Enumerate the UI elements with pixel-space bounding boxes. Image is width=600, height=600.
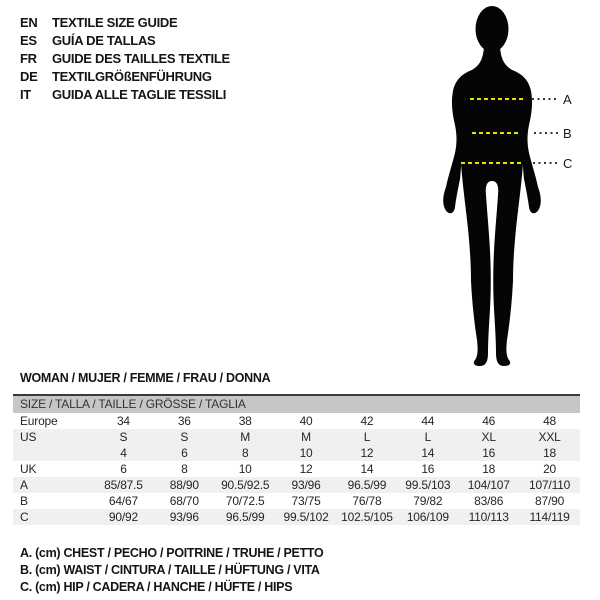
language-code: IT [20, 87, 31, 102]
size-cell: S [180, 430, 189, 444]
size-cell: 96.5/99 [225, 510, 265, 524]
row-label: US [20, 430, 37, 444]
measurement-legend [20, 545, 323, 596]
language-row [20, 68, 230, 86]
size-cell: 38 [238, 414, 252, 428]
row-label [13, 445, 93, 461]
gender-title: WOMAN / MUJER / FEMME / FRAU / DONNA [20, 371, 271, 385]
silhouette-head [476, 6, 509, 52]
language-row [20, 14, 230, 32]
size-cell: 73/75 [291, 494, 321, 508]
language-title: GUIDA ALLE TAGLIE TESSILI [52, 87, 227, 102]
language-title: GUIDE DES TAILLES TEXTILE [52, 51, 230, 66]
size-cell: 70/72.5 [225, 494, 265, 508]
size-cell: 36 [177, 414, 191, 428]
size-cell: M [301, 430, 311, 444]
size-cell: 10 [238, 462, 252, 476]
size-cell: L [363, 430, 371, 444]
silhouette-body [443, 47, 541, 366]
measure-label-c: C [563, 156, 573, 171]
size-table [13, 394, 580, 525]
size-cell: 6 [181, 446, 188, 460]
size-cell: 79/82 [413, 494, 443, 508]
size-cell: XL [481, 430, 496, 444]
size-cell: 34 [116, 414, 130, 428]
size-cell: 68/70 [169, 494, 199, 508]
size-cell: 104/107 [467, 478, 510, 492]
size-cell: 64/67 [108, 494, 138, 508]
size-cell: 6 [120, 462, 127, 476]
size-cell: 44 [421, 414, 435, 428]
size-cell: 83/86 [474, 494, 504, 508]
language-row [20, 32, 230, 50]
language-code: ES [20, 33, 37, 48]
table-row [13, 413, 580, 429]
table-row [13, 461, 580, 477]
size-cell: 93/96 [169, 510, 199, 524]
size-cell: 8 [241, 446, 249, 460]
size-cell: 46 [482, 414, 496, 428]
leader-dotted-lines [532, 99, 558, 163]
size-cell: 99.5/102 [283, 510, 329, 524]
size-cell: XXL [538, 430, 561, 444]
language-title: TEXTILE SIZE GUIDE [52, 15, 178, 30]
size-cell: 42 [360, 414, 374, 428]
size-cell: L [424, 430, 432, 444]
size-cell: 12 [360, 446, 374, 460]
legend-line: C. (cm) HIP / CADERA / HANCHE / HÜFTE / HIPS [20, 580, 293, 594]
language-title: TEXTILGRÖßENFÜHRUNG [52, 69, 212, 84]
size-cell: 48 [543, 414, 557, 428]
row-label: UK [20, 462, 37, 476]
woman-silhouette [425, 3, 580, 368]
size-cell: 88/90 [169, 478, 199, 492]
measure-label-a: A [563, 92, 572, 107]
size-cell: 76/78 [352, 494, 382, 508]
size-cell: 102.5/105 [341, 510, 393, 524]
language-code: FR [20, 51, 37, 66]
size-cell: 8 [181, 462, 188, 476]
language-code: DE [20, 69, 38, 84]
size-cell: 96.5/99 [347, 478, 387, 492]
size-table-body [13, 413, 580, 525]
size-cell: 14 [360, 462, 374, 476]
size-cell: 114/119 [529, 510, 570, 524]
row-label: B [20, 494, 28, 508]
legend-line: B. (cm) WAIST / CINTURA / TAILLE / HÜFTUNG / VITA [20, 563, 320, 577]
language-code: EN [20, 15, 38, 30]
row-label: Europe [20, 414, 58, 428]
table-row [13, 429, 580, 445]
table-row [13, 477, 580, 493]
size-cell: 20 [543, 462, 557, 476]
row-label: A [20, 478, 28, 492]
size-table-header: SIZE / TALLA / TAILLE / GRÖSSE / TAGLIA [13, 394, 580, 413]
size-cell: 14 [421, 446, 435, 460]
language-row [20, 86, 230, 104]
size-cell: 12 [299, 462, 313, 476]
size-cell: 110/113 [468, 510, 509, 524]
size-cell: 93/96 [291, 478, 321, 492]
size-cell: M [240, 430, 251, 444]
size-cell: 106/109 [406, 510, 449, 524]
size-cell: 87/90 [535, 494, 565, 508]
size-cell: 4 [120, 446, 127, 460]
size-cell: 85/87.5 [104, 478, 143, 492]
measure-label-b: B [563, 126, 572, 141]
size-cell: 107/110 [529, 478, 571, 492]
size-cell: 90/92 [108, 510, 138, 524]
table-row [13, 445, 580, 461]
size-cell: 40 [299, 414, 313, 428]
size-cell: 90.5/92.5 [221, 478, 270, 492]
size-cell: 16 [482, 446, 496, 460]
size-cell: 18 [482, 462, 496, 476]
table-row [13, 509, 580, 525]
table-row [13, 493, 580, 509]
language-list [20, 14, 230, 104]
row-label: C [20, 510, 29, 524]
size-cell: 10 [299, 446, 313, 460]
size-cell: 16 [421, 462, 435, 476]
size-cell: S [119, 430, 128, 444]
language-row [20, 50, 230, 68]
legend-line: A. (cm) CHEST / PECHO / POITRINE / TRUHE / PETTO [20, 546, 324, 560]
size-cell: 18 [543, 446, 557, 460]
language-title: GUÍA DE TALLAS [52, 33, 156, 48]
size-cell: 99.5/103 [405, 478, 451, 492]
